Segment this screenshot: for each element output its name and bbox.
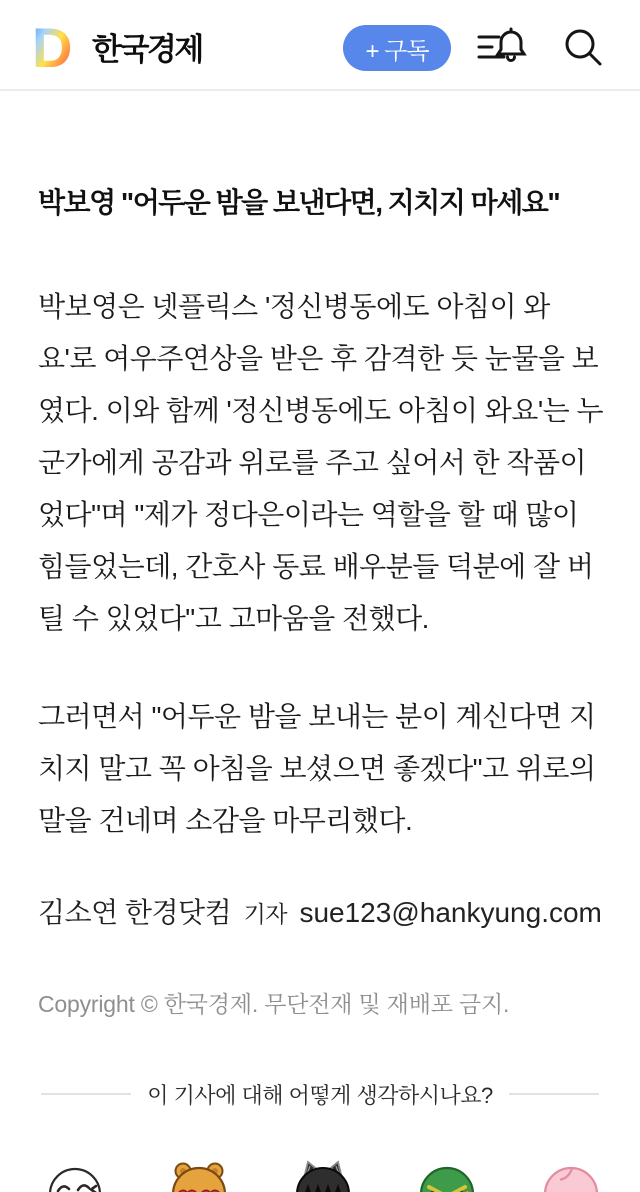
reporter-name: 김소연 한경닷컴 bbox=[38, 897, 232, 928]
reaction-like-button[interactable] bbox=[167, 1156, 231, 1192]
reporter-role: 기자 bbox=[243, 901, 288, 927]
reaction-question: 이 기사에 대해 어떻게 생각하시나요? bbox=[147, 1082, 493, 1108]
subscribe-button[interactable]: + 구독 bbox=[343, 25, 451, 71]
article-byline bbox=[38, 891, 618, 931]
apeach-icon bbox=[539, 1156, 603, 1192]
daum-logo[interactable] bbox=[34, 20, 76, 74]
reaction-question-row bbox=[0, 1078, 640, 1110]
reaction-buttons-row bbox=[43, 1156, 605, 1192]
search-button[interactable] bbox=[562, 26, 604, 68]
copyright-notice: Copyright © 한국경제. 무단전재 및 재배포 금지. bbox=[38, 991, 510, 1017]
divider-line-right bbox=[509, 1093, 599, 1095]
brand-name[interactable]: 한국경제 bbox=[92, 32, 202, 67]
reaction-angry-cat-button[interactable] bbox=[291, 1156, 355, 1192]
ryan-heart-eyes-icon bbox=[167, 1156, 231, 1192]
reaction-recommend-button[interactable] bbox=[43, 1156, 107, 1192]
reaction-angry-jordy-button[interactable] bbox=[415, 1156, 479, 1192]
article-paragraph-1: 박보영은 넷플릭스 '정신병동에도 아침이 와요'로 여우주연상을 받은 후 감격한 듯 눈물을 보였다. 이와 함께 '정신병동에도 아침이 와요'는 누군가에게 공감과 위로를 주고 싶어서 한 작품이었다"며 "제가 정다은이라는 역할을 할 때 많이 힘들었는데, 간호사 동료 배우분들 덕분에 잘 버틸 수 있었다"고 고마움을 전했다. bbox=[38, 291, 604, 634]
reporter-email[interactable]: sue123@hankyung.com bbox=[299, 897, 602, 928]
tube-wink-icon bbox=[43, 1156, 107, 1192]
app-header bbox=[0, 0, 640, 91]
neo-cat-icon bbox=[291, 1156, 355, 1192]
search-icon bbox=[562, 26, 604, 68]
article-title: 박보영 "어두운 밤을 보낸다면, 지치지 마세요" bbox=[38, 187, 560, 218]
daum-d-logo-icon bbox=[34, 20, 76, 74]
article-paragraph-2: 그러면서 "어두운 밤을 보내는 분이 계신다면 지치지 말고 꼭 아침을 보셨으면 좋겠다"고 위로의 말을 건네며 소감을 마무리했다. bbox=[38, 701, 596, 836]
notification-feed-icon bbox=[476, 26, 528, 68]
divider-line-left bbox=[41, 1093, 131, 1095]
jordy-angry-icon bbox=[415, 1156, 479, 1192]
notification-feed-button[interactable] bbox=[476, 26, 528, 68]
reaction-apeach-button[interactable] bbox=[539, 1156, 603, 1192]
svg-text:D: D bbox=[34, 20, 73, 74]
